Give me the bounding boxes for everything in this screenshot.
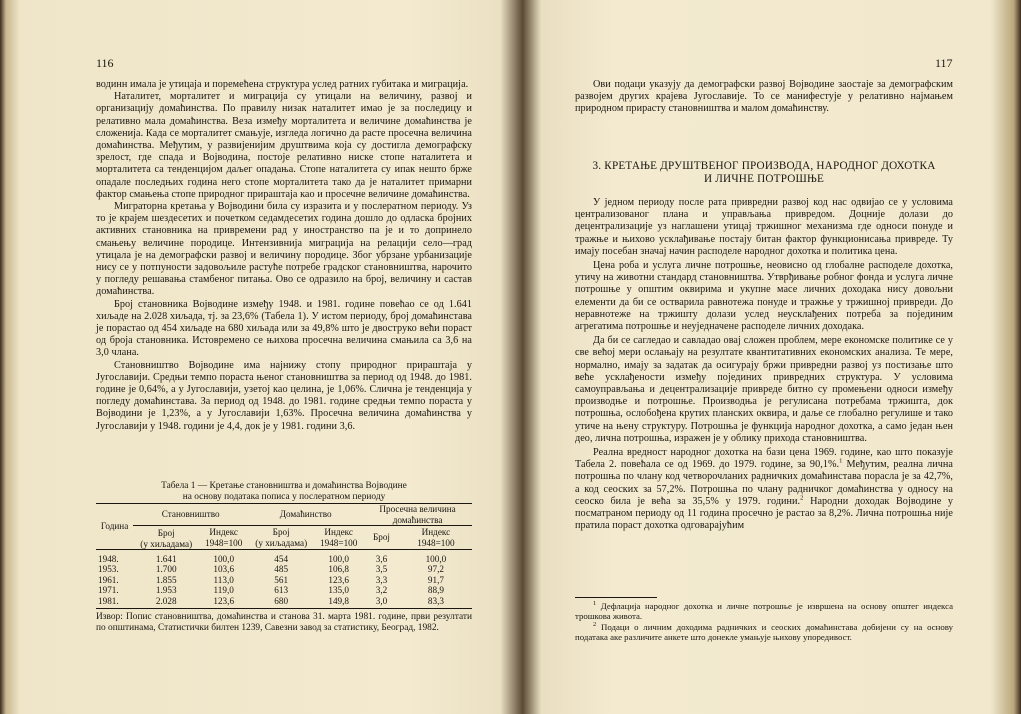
- table-row: 1953. 1.700 103,6 485 106,8 3,5 97,2: [98, 564, 444, 574]
- paragraph: Да би се сагледао и савладао овај сложен проблем, мере економске политике се у све већој мери ослањају на резултате квантитативних економских анализа. Те мере, нормално, имају за задатак да осигурају бржи привредни развој уз постизање што веће усклађености између појединих привредних структура. У условима самоуправљања и децентрализације привреде битно су промењени односи између производње и потрошње. Производња је регулисана потребама тржишта, док потрошња, ослобођена крутих планских оквира, и даље се глобално регулише и тако утиче на њену структуру. Потрошња је функција народног дохотка, а само један њен део, лична потрошња, изражен је у облику прихода становништва.: [575, 335, 953, 444]
- table-row: 1961. 1.855 113,0 561 123,6 3,3 91,7: [98, 574, 444, 585]
- table-row: 1981. 2.028 123,6 680 149,8 3,0 83,3: [96, 596, 472, 609]
- header-count: Број (у хиљадама): [133, 526, 199, 550]
- table-row: 1971. 1.953 119,0 613 135,0 3,2 88,9: [98, 585, 444, 595]
- paragraph: Ови подаци указују да демографски развој Војводине заостаје за демографским развојем других крајева Југославије. То се манифестује у релативно најмањем природном прирасту становништва и малом домаћинству.: [575, 79, 953, 115]
- header-count: Број: [363, 526, 400, 550]
- header-year: Година: [96, 504, 133, 550]
- header-index: Индекс 1948=100: [400, 526, 472, 550]
- footnote-rule: [575, 597, 657, 598]
- right-page: [527, 0, 1021, 714]
- intro-text: [575, 79, 953, 116]
- page-number: 117: [935, 56, 953, 70]
- paragraph: Становништво Војводине има најнижу стопу природног прираштаја у Југославији. Средњи темпо пораста њеног становништва за период од 1948. до 1981. године је 0,64%, а у Југославији, узетој као целина, је 1,06%. Слична је тенденција у погледу домаћинстава. За период од 1948. до 1981. године средњи темпо пораста у Војводини је 1,23%, а у Југославији 1,63%. Просечна величина домаћинства у Југославији у 1948. години је 4,4, док је у 1981. години 3,6.: [96, 359, 472, 432]
- section-heading: 3. КРЕТАЊЕ ДРУШТВЕНОГ ПРОИЗВОДА, НАРОДНОГ ДОХОТКА И ЛИЧНЕ ПОТРОШЊЕ: [592, 160, 936, 185]
- header-index: Индекс 1948=100: [314, 526, 363, 550]
- paragraph: Миграторна кретања у Војводини била су изразита и у послератном периоду. Уз то је крајем шездесетих и почетком седамдесетих година дошло до одласка бројних активних становника на привремени рад у иностранство па је и то допринело смањењу величине породице. Интензивнија миграција на релацији село—град утицала је на демографски развој и величину породице. Због убрзане урбанизације нису се у потпуности задовољиле растуће потребе градског становништва, нарочито у погледу решавања стамбеног питања. Ово се одразило на број, величину и састав домаћинства.: [96, 201, 472, 298]
- header-households: Домаћинство: [248, 504, 363, 526]
- footnote-ref: 1: [839, 457, 843, 465]
- paragraph: водинн имала је утицаја и поремећена структура услед ратних губитака и миграција.: [96, 79, 469, 90]
- caption-line: Табела 1 — Кретање становништва и домаћинства Војводине: [161, 481, 407, 491]
- paragraph: Наталитет, морталитет и миграција су утицали на величину, развој и организацију домаћинства. По правилу низак наталитет имао је за последицу и релативно мала домаћинства. Веза између морталитета и величине домаћинства је сложенија. Када се морталитет смањује, изгледа логично да расте просечна величина домаћинства. Међутим, у развијенијим друштвима која су достигла демографску зрелост, где спада и Војводина, постоје релативно ниске стопе наталитета и морталитета са тенденцијом даљег опадања. Стопе наталитета су ипак нешто брже опадале последњих година него стопе морталитета тако да је наталитет примарни фактор смањења стопе природног прираштаја као и просечне величине домаћинства.: [96, 91, 472, 200]
- population-table: [96, 503, 472, 609]
- paragraph: Цена роба и услуга личне потрошње, неовисно од глобалне расподеле дохотка, утичу на животни стандард становништва. Утврђивање робног фонда и услуга личне потрошње у општим оквирима и укупне масе личних доходака нису довољни елементи да би се остварила равнотежа понуде и тражње у тржишној привреди. До неравнотеже на тржишту долази услед неусклађених потреба за појединим агрегатима потрошње и неуједначене расподеле личних доходака.: [575, 260, 953, 333]
- table-row: 1948. 1.641 100,0 454 100,0 3,6 100,0: [98, 553, 447, 564]
- header-average-size: Просечна величина домаћинства: [363, 504, 472, 526]
- header-index: Индекс 1948=100: [199, 526, 248, 550]
- footnote: $^1$ Дефлација народног дохотка и личне потрошње је извршена на основу општег индекса трошкова живота. $^2$ Подаци о личним доходима радничких и сеоских домаћинстава добијени су на основу података аке различите анкете што донекле умањује њихову упоредивост.: [575, 600, 953, 643]
- caption-line: на основу података пописа у послератном периоду: [182, 492, 386, 502]
- paragraph: Реална вредност народног дохотка на бази цена 1969. године, као што показује Табела 2. повећала се од 1969. до 1979. године, за 90,1%.$^1$ Међутим, реална лична потрошња по члану код четворочланих радничких домаћинстава порасла је за 42,7%, а код сеоских за 57,2%. Потрошња по члану радничког домаћинства у односу на сеоско била је већа за 35,5% у 1979. години.$^2$ Народни доходак Војводине у посматраном периоду од 11 година просечно је растао за 8,2%. Лична потрошња није пратила пораст дохотка одговарајућим: [575, 447, 954, 532]
- paragraph: У једном периоду после рата привредни развој код нас одвијао се у условима централизованог плана и управљања привредом. Доцније долази до децентрализације уз наглашени утицај тржишног механизма где односи понуде и тражње и њихово усклађивање постају битан фактор функционисања привреде. Ту имају посебан значај начин расподеле народног дохотка и политика цена.: [575, 197, 953, 257]
- body-text: [96, 79, 472, 433]
- header-count: Број (у хиљадама): [248, 526, 314, 550]
- table-caption: [96, 481, 472, 503]
- paragraph: Број становника Војводине између 1948. и 1981. године повећао се од 1.641 хиљаде на 2.028 хиљада, тј. за 23,6% (Табела 1). У истом периоду, број домаћинстава је порастао од 454 хиљаде на 680 хиљада или за 49,8% што је двоструко већи пораст од броја становника. Истовремено се њихова просечна величина смањила са 3,6 на 3,0 члана.: [96, 298, 472, 359]
- page-number: 116: [96, 56, 114, 70]
- body-text: [575, 197, 953, 532]
- header-population: Становништво: [133, 504, 248, 526]
- footnote-ref: 2: [800, 494, 804, 502]
- table-source: Извор: Попис становништва, домаћинства и станова 31. марта 1981. године, први резултати по општинама, Статистички билтен 1239, Савезни завод за статистику, Београд, 1982.: [96, 612, 472, 634]
